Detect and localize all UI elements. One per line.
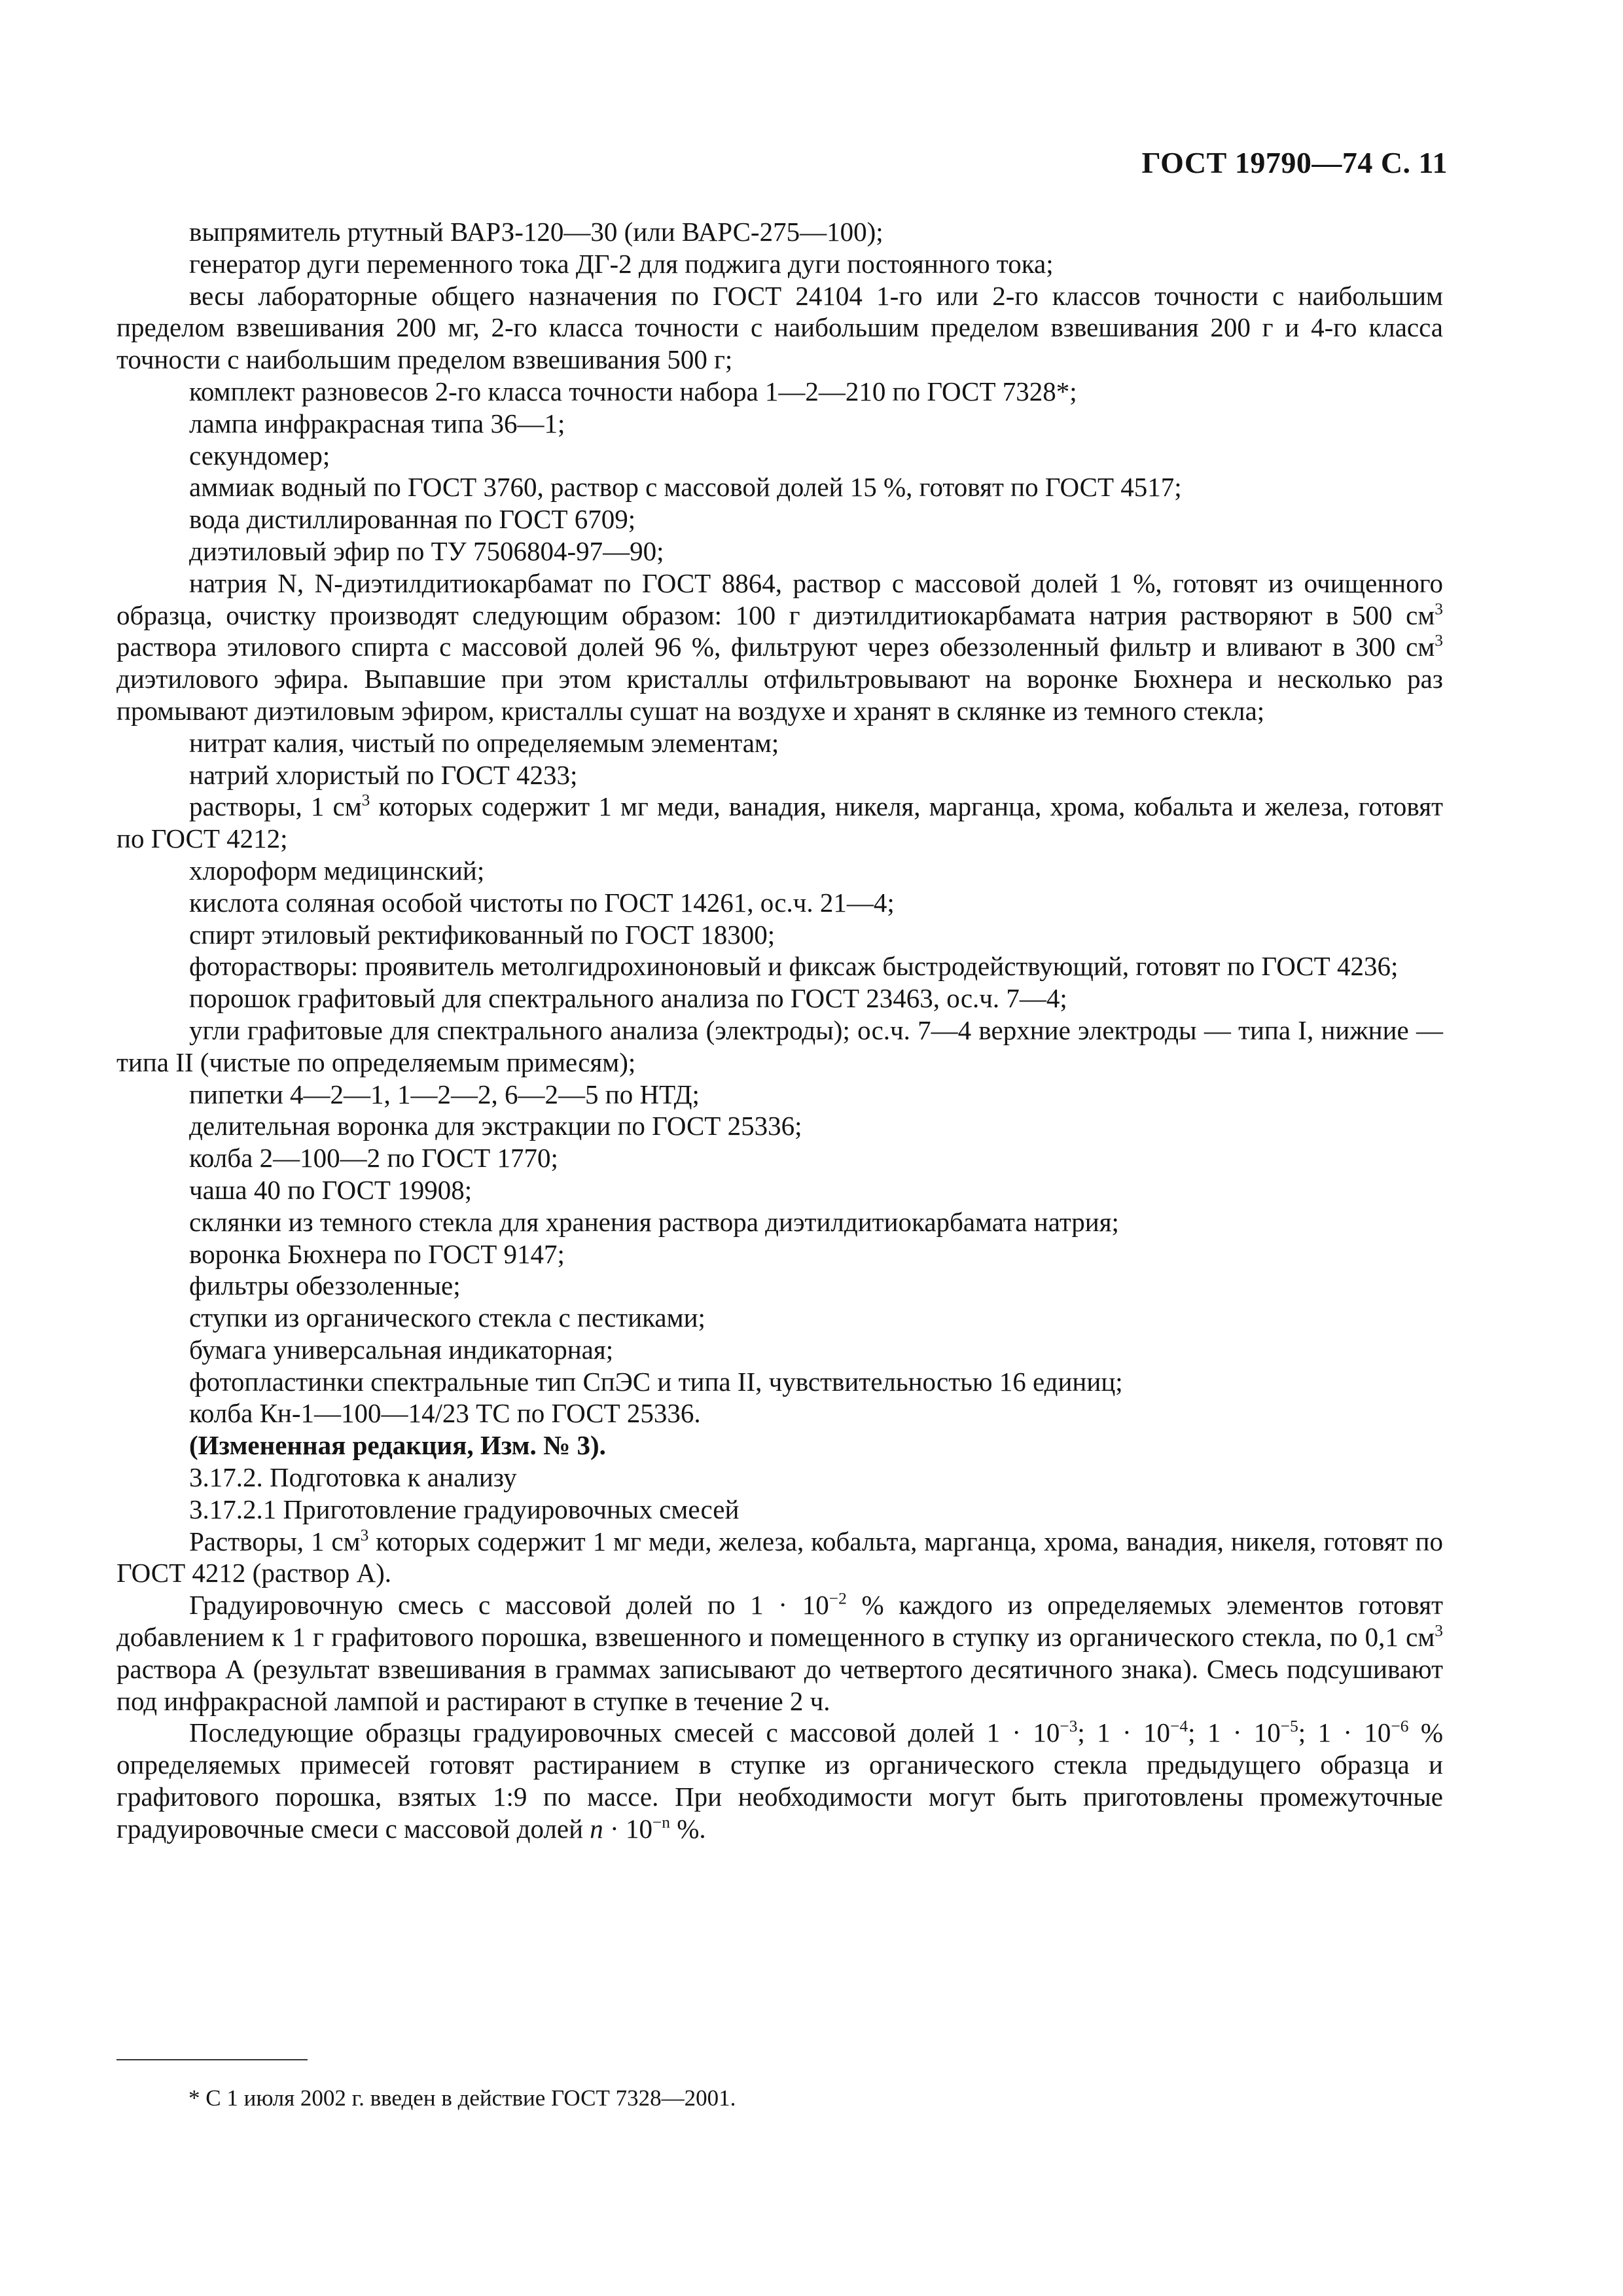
text-run: делительная воронка для экстракции по ГОСТ 25336;	[189, 1111, 802, 1141]
text-run: натрия N, N-диэтилдитиокарбамат по ГОСТ 8864, раствор с массовой долей 1 %, готовят из очищенного образца, очистку производят следующим образом: 100 г диэтилдитиокарбамата натрия растворяют в 500 см	[116, 567, 1443, 630]
superscript: 3	[360, 1525, 369, 1544]
superscript: 3	[1435, 631, 1443, 650]
text-run: ступки из органического стекла с пестиками;	[189, 1302, 705, 1333]
paragraph	[116, 1110, 1443, 1142]
paragraph	[116, 1270, 1443, 1302]
paragraph	[116, 727, 1443, 759]
text-run: аммиак водный по ГОСТ 3760, раствор с массовой долей 15 %, готовят по ГОСТ 4517;	[189, 472, 1182, 503]
superscript: 3	[1435, 1621, 1443, 1640]
paragraph	[116, 280, 1443, 376]
text-run: воронка Бюхнера по ГОСТ 9147;	[189, 1238, 565, 1269]
text-run: Последующие образцы градуировочных смесей с массовой долей 1 · 10	[189, 1717, 1060, 1748]
text-run: которых содержит 1 мг меди, железа, кобальта, марганца, хрома, ванадия, никеля, готовят по ГОСТ 4212 (раствор А).	[116, 1526, 1443, 1588]
text-run: натрий хлористый по ГОСТ 4233;	[189, 759, 578, 790]
text-run: бумага универсальная индикаторная;	[189, 1334, 614, 1365]
text-run: %.	[670, 1813, 706, 1844]
paragraph	[116, 1079, 1443, 1111]
paragraph	[116, 1302, 1443, 1334]
paragraph	[116, 1494, 1443, 1526]
paragraph	[116, 1462, 1443, 1494]
paragraph	[116, 950, 1443, 982]
paragraph	[116, 791, 1443, 855]
paragraph	[116, 1174, 1443, 1206]
paragraph	[116, 440, 1443, 472]
superscript: 3	[361, 791, 370, 810]
paragraph	[116, 1589, 1443, 1717]
paragraph	[116, 216, 1443, 248]
text-run: ; 1 · 10	[1298, 1717, 1391, 1748]
superscript: −5	[1280, 1717, 1298, 1736]
paragraph	[116, 1526, 1443, 1590]
text-run: нитрат калия, чистый по определяемым элементам;	[189, 727, 779, 758]
paragraph	[116, 919, 1443, 951]
superscript: −3	[1060, 1717, 1078, 1736]
paragraph	[116, 1397, 1443, 1429]
text-run: спирт этиловый ректификованный по ГОСТ 18300;	[189, 919, 776, 950]
text-run: выпрямитель ртутный ВАРЗ-120—30 (или ВАРС-275—100);	[189, 217, 883, 247]
text-run: диэтиловый эфир по ТУ 7506804-97—90;	[189, 535, 664, 566]
text-run: порошок графитовый для спектрального анализа по ГОСТ 23463, ос.ч. 7—4;	[189, 983, 1067, 1014]
superscript: −6	[1391, 1717, 1409, 1736]
text-run: пипетки 4—2—1, 1—2—2, 6—2—5 по НТД;	[189, 1079, 700, 1109]
document-body	[116, 216, 1443, 1845]
text-run: секундомер;	[189, 440, 330, 471]
text-run: (Измененная редакция, Изм. № 3).	[189, 1430, 606, 1461]
paragraph	[116, 567, 1443, 727]
superscript: −n	[652, 1813, 670, 1832]
italic-text: n	[590, 1813, 603, 1844]
paragraph	[116, 1717, 1443, 1844]
superscript: 3	[1435, 599, 1443, 618]
text-run: % определяемых примесей готовят растиранием в ступке из органического стекла предыдущего образца и графитового порошка, взятых 1:9 по массе. При необходимости могут быть приготовлены промежуточные градуировочные смеси с массовой долей	[116, 1717, 1444, 1844]
paragraph	[116, 887, 1443, 919]
text-run: 3.17.2. Подготовка к анализу	[189, 1462, 517, 1493]
text-run: фотопластинки спектральные тип СпЭС и типа II, чувствительностью 16 единиц;	[189, 1366, 1123, 1397]
text-run: раствора этилового спирта с массовой долей 96 %, фильтруют через обеззоленный фильтр и вливают в 300 см	[116, 632, 1435, 662]
paragraph	[116, 471, 1443, 503]
text-run: комплект разновесов 2-го класса точности набора 1—2—210 по ГОСТ 7328*;	[189, 376, 1077, 406]
text-run: раствора А (результат взвешивания в граммах записывают до четвертого десятичного знака). Смесь подсушивают под инфракрасной лампой и растирают в ступке в течение 2 ч.	[116, 1653, 1443, 1716]
text-run: Градуировочную смесь с массовой долей по 1 · 10	[189, 1590, 829, 1621]
paragraph	[116, 1429, 1443, 1462]
paragraph	[116, 759, 1443, 791]
text-run: чаша 40 по ГОСТ 19908;	[189, 1174, 473, 1205]
text-run: фоторастворы: проявитель метолгидрохиноновый и фиксаж быстродействующий, готовят по ГОСТ 4236;	[189, 951, 1399, 982]
text-run: 3.17.2.1 Приготовление градуировочных смесей	[189, 1494, 740, 1524]
paragraph	[116, 982, 1443, 1014]
text-run: кислота соляная особой чистоты по ГОСТ 14261, ос.ч. 21—4;	[189, 887, 895, 918]
text-run: растворы, 1 см	[189, 791, 362, 822]
text-run: фильтры обеззоленные;	[189, 1270, 461, 1301]
paragraph	[116, 1142, 1443, 1174]
text-run: лампа инфракрасная типа 36—1;	[189, 408, 565, 439]
text-run: весы лабораторные общего назначения по ГОСТ 24104 1-го или 2-го классов точности с наибольшим пределом взвешивания 200 мг, 2-го класса точности с наибольшим пределом взвешивания 200 г и 4-го класса точности с наибольшим пределом взвешивания 500 г;	[116, 280, 1443, 375]
paragraph	[116, 376, 1443, 408]
paragraph	[116, 1238, 1443, 1270]
superscript: −4	[1170, 1717, 1188, 1736]
text-run: диэтилового эфира. Выпавшие при этом кристаллы отфильтровывают на воронке Бюхнера и несколько раз промывают диэтиловым эфиром, кристаллы сушат на воздухе и хранят в склянке из темного стекла;	[116, 664, 1443, 726]
text-run: генератор дуги переменного тока ДГ-2 для поджига дуги постоянного тока;	[189, 248, 1054, 279]
text-run: ; 1 · 10	[1188, 1717, 1281, 1748]
paragraph	[116, 408, 1443, 440]
text-run: вода дистиллированная по ГОСТ 6709;	[189, 504, 636, 535]
paragraph	[116, 1206, 1443, 1238]
text-run: колба Кн-1—100—14/23 ТС по ГОСТ 25336.	[189, 1398, 701, 1429]
text-run: колба 2—100—2 по ГОСТ 1770;	[189, 1143, 558, 1174]
page-header: ГОСТ 19790—74 С. 11	[1141, 146, 1448, 179]
text-run: хлороформ медицинский;	[189, 855, 485, 886]
paragraph	[116, 248, 1443, 280]
footnote-divider	[116, 2059, 308, 2060]
text-run: % каждого из определяемых элементов готовят добавлением к 1 г графитового порошка, взвешенного и помещенного в ступку из органического стекла, по 0,1 см	[116, 1590, 1444, 1653]
text-run: Растворы, 1 см	[189, 1526, 361, 1556]
footnote: * С 1 июля 2002 г. введен в действие ГОСТ 7328—2001.	[188, 2085, 736, 2111]
paragraph	[116, 535, 1443, 567]
paragraph	[116, 1366, 1443, 1398]
text-run: · 10	[603, 1813, 652, 1844]
paragraph	[116, 855, 1443, 887]
superscript: −2	[829, 1589, 847, 1608]
paragraph	[116, 503, 1443, 535]
text-run: ; 1 · 10	[1077, 1717, 1171, 1748]
text-run: угли графитовые для спектрального анализа (электроды); ос.ч. 7—4 верхние электроды — типа I, нижние — типа II (чистые по определяемым примесям);	[116, 1014, 1443, 1077]
paragraph	[116, 1334, 1443, 1366]
paragraph	[116, 1014, 1443, 1079]
text-run: которых содержит 1 мг меди, ванадия, никеля, марганца, хрома, кобальта и железа, готовят по ГОСТ 4212;	[116, 791, 1443, 854]
text-run: склянки из темного стекла для хранения раствора диэтилдитиокарбамата натрия;	[189, 1206, 1119, 1237]
